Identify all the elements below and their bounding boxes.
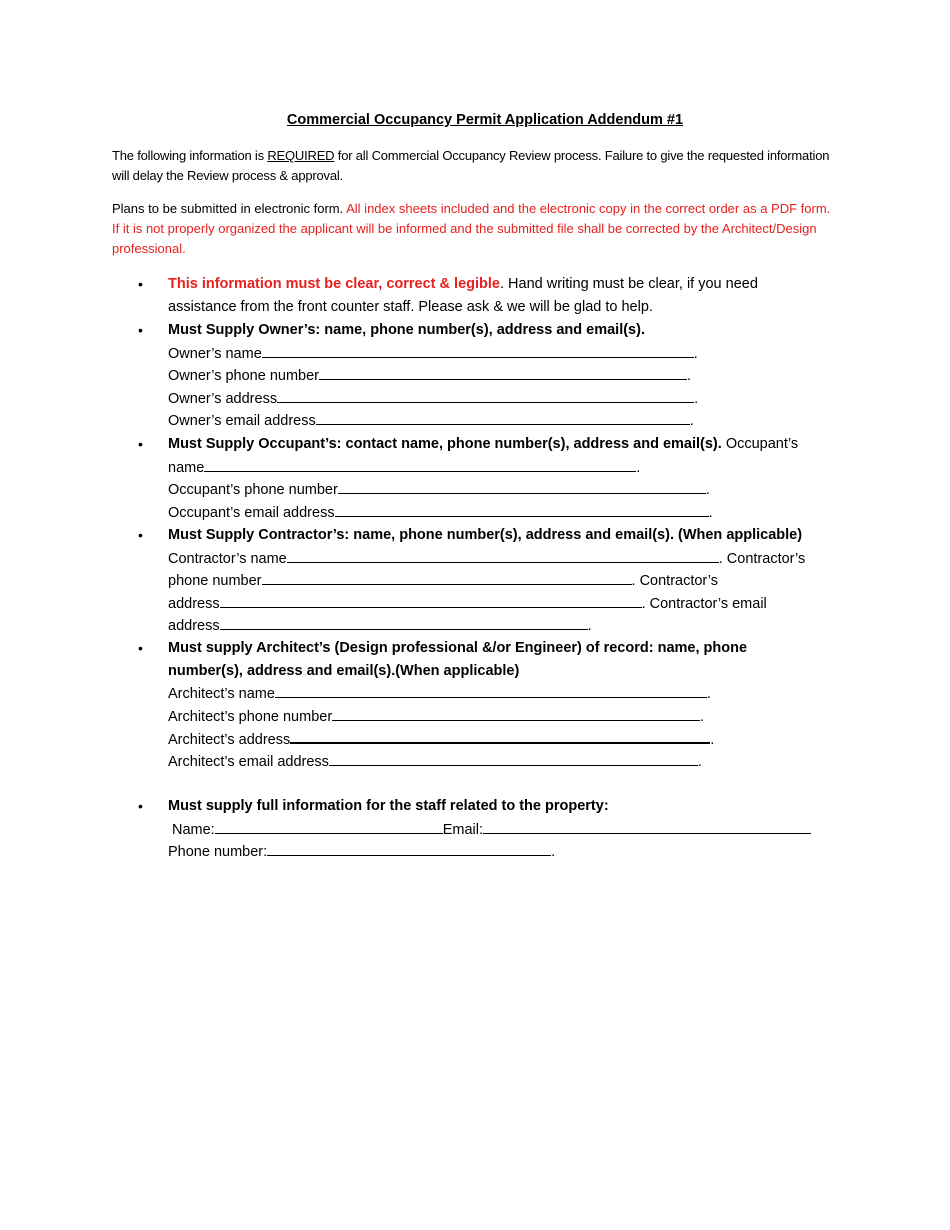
staff-heading: Must supply full information for the staff related to the property: [168, 798, 609, 814]
period: . [687, 368, 692, 385]
contractor-phone-label: phone number [168, 573, 262, 590]
occupant-phone-field[interactable] [338, 478, 706, 494]
staff-phone-label: Phone number: [168, 844, 268, 861]
owner-address-field[interactable] [277, 387, 694, 403]
occupant-email-label: Occupant’s email address [168, 504, 335, 521]
plans-paragraph [112, 199, 832, 259]
contractor-heading: Must Supply Contractor’s: name, phone number(s), address and email(s). (When applicable) [168, 527, 803, 543]
contractor-name-field[interactable] [287, 547, 719, 563]
bullet: • [138, 527, 143, 543]
bullet: • [138, 798, 143, 814]
period: . [700, 708, 705, 725]
architect-heading-a: Must supply Architect’s (Design professional &/or Engineer) of record: name, phone [168, 640, 748, 656]
period: . [693, 345, 698, 362]
bullet: • [138, 436, 143, 452]
staff-email-field[interactable] [483, 818, 811, 834]
legibility-text-a: . Hand writing must be clear, if you need [499, 276, 758, 292]
staff-name-label: Name: [172, 821, 215, 838]
contractor-after-name: . Contractor’s [718, 550, 806, 567]
owner-name-label: Owner’s name [168, 345, 262, 362]
contractor-address-label: address [168, 595, 220, 612]
period: . [551, 844, 556, 861]
legibility-text-b: assistance from the front counter staff. Please ask & we will be glad to help. [168, 298, 653, 315]
staff-name-field[interactable] [215, 818, 443, 834]
owner-phone-label: Owner’s phone number [168, 368, 319, 385]
architect-heading-b: number(s), address and email(s).(When applicable) [168, 662, 520, 679]
architect-email-field[interactable] [329, 750, 698, 766]
period: . [694, 390, 699, 407]
contractor-email-label: address [168, 618, 220, 635]
contractor-phone-field[interactable] [262, 569, 632, 585]
architect-phone-field[interactable] [332, 705, 700, 721]
bullet: • [138, 640, 143, 656]
staff-email-label: Email: [442, 821, 484, 838]
period: . [587, 618, 592, 635]
owner-name-field[interactable] [262, 342, 694, 358]
occupant-heading: Must Supply Occupant’s: contact name, phone number(s), address and email(s). [168, 436, 722, 452]
plans-warning: All index sheets included and the electronic copy in the correct order as a PDF form. If it is not properly organized the applicant will be informed and the submitted file shall be corrected by the Architect/Design professional. [112, 201, 831, 256]
contractor-after-phone: . Contractor’s [631, 573, 719, 590]
contractor-address-field[interactable] [220, 592, 642, 608]
owner-email-field[interactable] [316, 409, 690, 425]
intro-text-a: The following information is [112, 148, 268, 163]
owner-heading: Must Supply Owner’s: name, phone number(s), address and email(s). [168, 322, 645, 338]
legibility-warning: This information must be clear, correct & legible [168, 276, 500, 292]
occupant-label-a: Occupant’s [721, 436, 799, 452]
staff-phone-field[interactable] [267, 840, 551, 856]
architect-name-label: Architect’s name [168, 686, 275, 703]
contractor-name-label: Contractor’s name [168, 550, 287, 567]
occupant-name-field[interactable] [204, 456, 636, 472]
bullet: • [138, 276, 143, 292]
page-title: Commercial Occupancy Permit Application Addendum #1 [286, 112, 684, 128]
occupant-name-label: name [168, 459, 205, 476]
required-word: REQUIRED [267, 148, 335, 163]
architect-address-label: Architect’s address [168, 732, 291, 749]
architect-phone-label: Architect’s phone number [168, 708, 333, 725]
period: . [706, 686, 711, 703]
owner-phone-field[interactable] [319, 364, 687, 380]
period: . [689, 413, 694, 430]
contractor-after-address: . Contractor’s email [641, 595, 767, 612]
owner-email-label: Owner’s email address [168, 413, 316, 430]
period: . [697, 753, 702, 770]
period: . [705, 482, 710, 499]
architect-name-field[interactable] [275, 682, 707, 698]
period: . [708, 504, 713, 521]
intro-text-b: for all Commercial Occupancy Review process. Failure to give the requested information will delay the Review process & approval. [112, 148, 830, 183]
period: . [710, 732, 715, 749]
occupant-email-field[interactable] [335, 501, 709, 517]
architect-address-field[interactable] [290, 727, 710, 744]
plans-text: Plans to be submitted in electronic form. [112, 201, 347, 216]
architect-email-label: Architect’s email address [168, 753, 329, 770]
intro-paragraph [112, 146, 832, 186]
owner-address-label: Owner’s address [168, 390, 278, 407]
contractor-email-field[interactable] [220, 614, 588, 630]
bullet: • [138, 322, 143, 338]
occupant-phone-label: Occupant’s phone number [168, 482, 338, 499]
period: . [636, 459, 641, 476]
